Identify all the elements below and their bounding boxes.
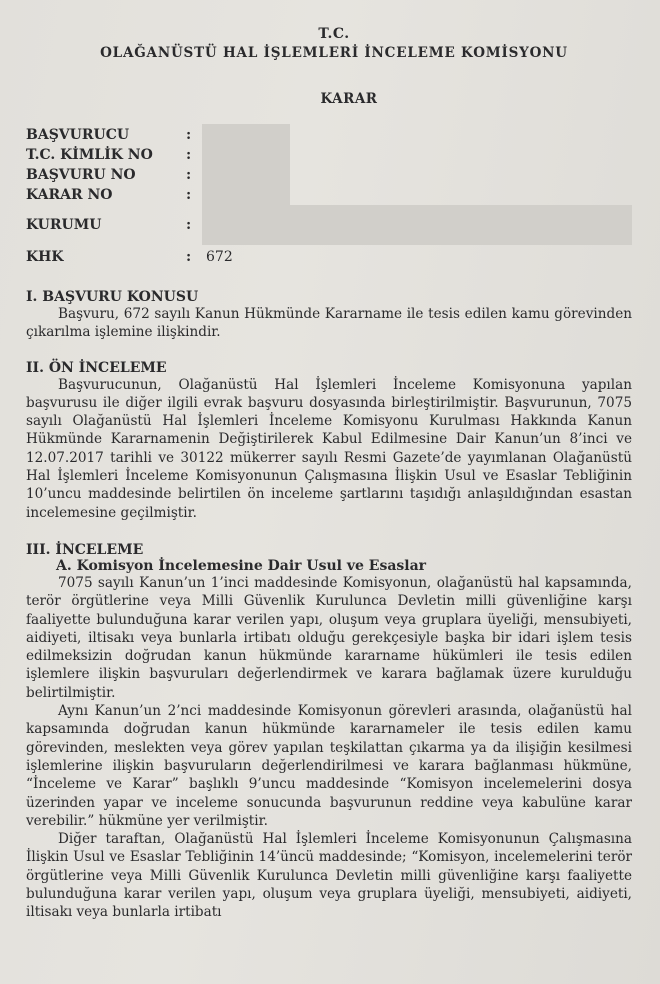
khk-label: KHK <box>26 249 64 265</box>
redacted-value <box>202 145 290 165</box>
applicant-info-block <box>26 125 632 267</box>
header-tc: T.C. <box>318 26 350 42</box>
application-no-label: BAŞVURU NO <box>26 167 136 183</box>
institution-row <box>26 215 632 235</box>
colon: : <box>186 249 192 265</box>
document-type: KARAR <box>320 91 378 107</box>
section-text-preliminary-review: Başvurucunun, Olağanüstü Hal İşlemleri İnceleme Komisyonuna yapılan başvurusu ile diğer ilgili evrak başvuru dosyasında birleştirilmiştir. Başvurunun, 7075 sayılı Olağanüstü Hal İşlemleri İnceleme Komisyonu Kurulması Hakkında Kanun Hükmünde Kararnamenin Değiştirilerek Kabul Edilmesine Dair Kanun’un 8’inci ve 12.07.2017 tarihli ve 30122 mükerrer sayılı Resmi Gazete’de yayımlanan Olağanüstü Hal İşlemleri İnceleme Komisyonunun Çalışmasına İlişkin Usul ve Esaslar Tebliğinin 10’uncu maddesinde belirtilen ön inceleme şartlarını taşıdığı anlaşıldığından esastan incelemesine geçilmiştir. <box>26 376 632 521</box>
colon: : <box>186 147 192 163</box>
colon: : <box>186 127 192 143</box>
colon: : <box>186 217 192 233</box>
tc-id-label: T.C. KİMLİK NO <box>26 147 153 163</box>
redacted-value <box>202 185 290 205</box>
applicant-label: BAŞVURUCU <box>26 127 130 143</box>
section-title-examination: III. İNCELEME <box>26 541 144 558</box>
institution-label: KURUMU <box>26 217 102 233</box>
khk-row <box>26 247 632 267</box>
decision-no-row <box>26 185 632 205</box>
khk-value: 672 <box>206 249 233 265</box>
paragraph-article-1: 7075 sayılı Kanun’un 1’inci maddesinde Komisyonun, olağanüstü hal kapsamında, terör örgütlerine veya Milli Güvenlik Kurulunca Devletin milli güvenliğine karşı faaliyette bulunduğuna karar verilen yapı, oluşum veya gruplara üyeliği, mensubiyeti, aidiyeti, iltisakı veya bunlarla irtibatı olduğu gerekçesiyle başka bir idari işlem tesis edilmeksizin doğrudan kanun hükmünde kararname hükümleri ile tesis edilen işlemlere ilişkin başvuruları değerlendirmek ve karara bağlamak üzere kurulduğu belirtilmiştir. <box>26 574 632 701</box>
redacted-value <box>202 124 290 146</box>
section-title-preliminary-review: II. ÖN İNCELEME <box>26 359 167 376</box>
redacted-value <box>202 205 632 245</box>
paragraph-article-14: Diğer taraftan, Olağanüstü Hal İşlemleri İnceleme Komisyonunun Çalışmasına İlişkin Usul ve Esaslar Tebliğinin 14’üncü maddesinde; “Komisyon, incelemelerini terör örgütlerine veya Milli Güvenlik Kurulunca Devletin milli güvenliğine karşı faaliyette bulunduğuna karar verilen yapı, oluşum veya gruplara üyeliği, mensubiyeti, aidiyeti, iltisakı veya bunlarla irtibatı <box>26 831 632 921</box>
application-no-row <box>26 165 632 185</box>
redacted-value <box>202 165 290 185</box>
section-title-application-subject: I. BAŞVURU KONUSU <box>26 289 199 305</box>
decision-no-label: KARAR NO <box>26 187 113 203</box>
colon: : <box>186 167 192 183</box>
header-commission: OLAĞANÜSTÜ HAL İŞLEMLERİ İNCELEME KOMİSYONU <box>100 45 568 61</box>
section-text-application-subject: Başvuru, 672 sayılı Kanun Hükmünde Kararname ile tesis edilen kamu görevinden çıkarılma işlemine ilişkindir. <box>26 306 632 341</box>
tc-id-row <box>26 145 632 165</box>
paragraph-article-2: Aynı Kanun’un 2’nci maddesinde Komisyonun görevleri arasında, olağanüstü hal kapsamında doğrudan kanun hükmünde kararnameler ile tesis edilen kamu görevinden, meslekten veya görev yapılan teşkilattan çıkarma ya da ilişiğin kesilmesi işlemlerine ilişkin başvuruların değerlendirilmesi ve karara bağlanması hükmüne, “İnceleme ve Karar” başlıklı 9’uncu maddesinde “Komisyon incelemelerini dosya üzerinden yapar ve inceleme sonucunda başvurunun reddine veya kabulüne karar verebilir.” hükmüne yer verilmiştir. <box>26 703 632 829</box>
subsection-title-procedures: A. Komisyon İncelemesine Dair Usul ve Esaslar <box>56 557 427 574</box>
colon: : <box>186 187 192 203</box>
applicant-row <box>26 125 632 145</box>
